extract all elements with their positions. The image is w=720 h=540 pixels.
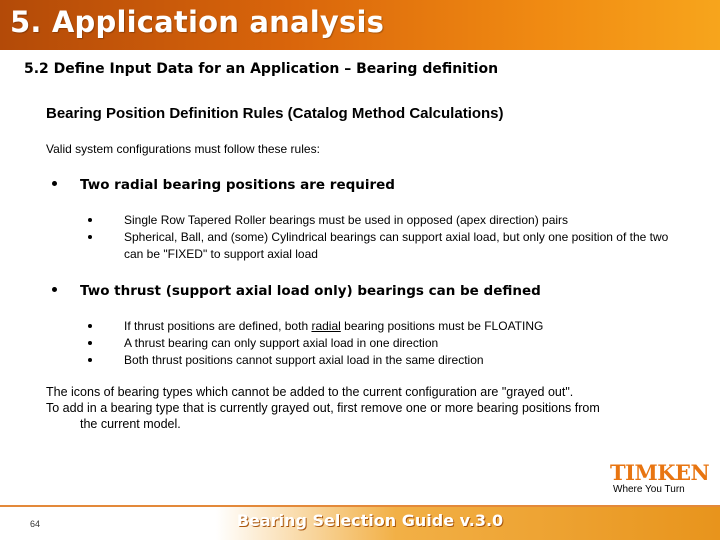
section-subtitle: 5.2 Define Input Data for an Application – Bearing definition	[24, 61, 499, 77]
list-item	[86, 229, 676, 263]
bullet-icon	[88, 218, 92, 222]
bullet-icon	[88, 341, 92, 345]
rules-heading: Bearing Position Definition Rules (Catalog Method Calculations)	[46, 105, 504, 122]
bullet-icon	[88, 358, 92, 362]
list-item	[86, 212, 676, 229]
closing-note	[46, 384, 686, 432]
list-item-text: If thrust positions are defined, both radial bearing positions must be FLOATING	[124, 319, 544, 333]
closing-line: To add in a bearing type that is currently grayed out, first remove one or more bearing positions from	[46, 401, 600, 415]
bullet-icon	[88, 235, 92, 239]
list-item	[86, 352, 676, 369]
list-item-text: Spherical, Ball, and (some) Cylindrical bearings can support axial load, but only one position of the two can be "FIXED" to support axial load	[124, 230, 669, 261]
bullet-icon	[52, 181, 57, 186]
list-item-text: A thrust bearing can only support axial load in one direction	[124, 336, 439, 350]
closing-line: The icons of bearing types which cannot be added to the current configuration are "grayed out".	[46, 385, 574, 399]
rule-sub-list	[86, 318, 676, 369]
list-item-text: Both thrust positions cannot support axial load in the same direction	[124, 353, 484, 367]
bullet-icon	[52, 287, 57, 292]
list-item	[86, 335, 676, 352]
rule-text: Two radial bearing positions are required	[80, 177, 395, 193]
list-item-text: Single Row Tapered Roller bearings must be used in opposed (apex direction) pairs	[124, 213, 569, 227]
bullet-icon	[88, 324, 92, 328]
page-number: 64	[30, 519, 41, 529]
timken-logo	[610, 460, 710, 496]
page-title: 5. Application analysis	[10, 5, 385, 39]
list-item	[86, 318, 676, 335]
rule-sub-list	[86, 212, 676, 263]
logo-tagline: Where You Turn	[613, 484, 685, 495]
rule-text: Two thrust (support axial load only) bearings can be defined	[80, 283, 541, 299]
closing-line: the current model.	[80, 417, 181, 431]
logo-wordmark: TIMKEN	[610, 460, 710, 485]
rules-intro: Valid system configurations must follow these rules:	[46, 142, 320, 156]
footer-title: Bearing Selection Guide v.3.0	[236, 511, 504, 530]
header-bar	[0, 0, 720, 50]
underlined-word: radial	[311, 319, 341, 333]
